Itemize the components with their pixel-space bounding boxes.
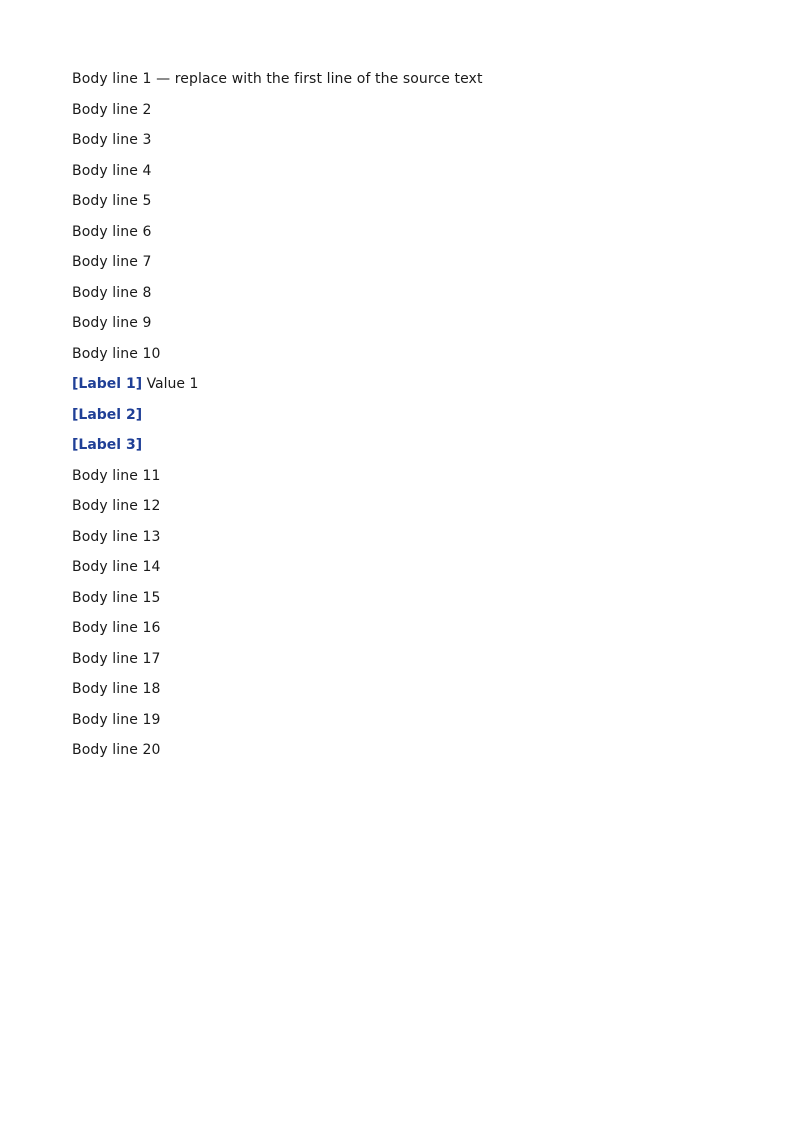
- text-line: Body line 12: [72, 498, 161, 514]
- text-line: Body line 16: [72, 620, 161, 636]
- section-label: [Label 2]: [72, 406, 143, 423]
- text-line: Body line 6: [72, 223, 152, 240]
- text-line: Body line 19: [72, 711, 161, 728]
- section-label-value: Value 1: [146, 376, 199, 392]
- section-label-line: [72, 430, 722, 461]
- text-line: Body line 10: [72, 345, 161, 362]
- text-line: Body line 11: [72, 467, 161, 484]
- section-label-line: [72, 400, 722, 431]
- text-line: Body line 17: [72, 650, 161, 667]
- section-label: [Label 3]: [72, 437, 143, 453]
- section-label: [Label 1]: [72, 376, 143, 392]
- text-line: Body line 9: [72, 315, 152, 331]
- text-line: Body line 3: [72, 132, 152, 148]
- text-line: Body line 18: [72, 681, 161, 697]
- text-line: Body line 20: [72, 742, 161, 758]
- text-line: Body line 14: [72, 559, 161, 575]
- text-line: Body line 15: [72, 589, 161, 606]
- text-line: Body line 4: [72, 162, 152, 179]
- text-line: Body line 13: [72, 528, 161, 545]
- text-line: Body line 1 — replace with the first line of the source text: [72, 71, 483, 87]
- text-line: Body line 2: [72, 101, 152, 118]
- text-line: Body line 7: [72, 254, 152, 270]
- text-line: Body line 8: [72, 284, 152, 301]
- section-label-line: [72, 369, 722, 400]
- text-line: Body line 5: [72, 193, 152, 209]
